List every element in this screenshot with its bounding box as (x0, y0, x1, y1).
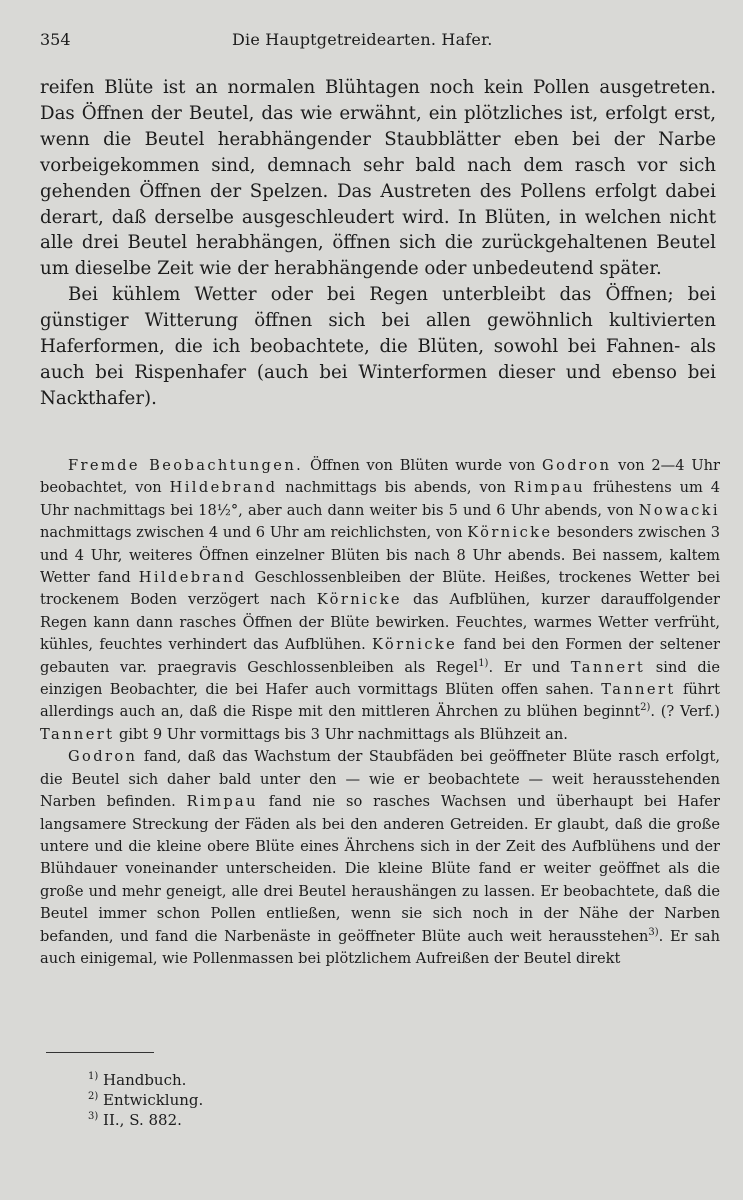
author-name: Körnicke (467, 524, 553, 542)
page-number: 354 (40, 30, 71, 49)
footnote (88, 1070, 203, 1090)
author-name: Tannert (601, 681, 676, 699)
small-print-section (40, 455, 720, 970)
footnotes (88, 1070, 203, 1130)
footnote-mark: 2) (88, 1091, 99, 1102)
footnote-divider (46, 1052, 154, 1053)
footnote (88, 1110, 203, 1130)
section-lead: Fremde Beobachtungen. (68, 457, 304, 474)
paragraph-weather-opening: Bei kühlem Wetter oder bei Regen unterbleibt das Öffnen; bei günstiger Witterung öffnen sich bei allen gewöhnlich kultivierten Haferformen, die ich beobachtete, die Blüten, sowohl bei Fahnen- als auch bei Rispenhafer (auch bei Winterformen dieser und ebenso bei Nackthafer). (40, 284, 716, 409)
footnote-ref-3[interactable]: 3) (648, 926, 659, 938)
author-name: Tannert (570, 658, 646, 676)
main-text (40, 75, 716, 412)
paragraph-foreign-observations: Fremde Beobachtungen. Öffnen von Blüten wurde von Godron von 2—4 Uhr beobachtet, von Hildebrand nachmittags bis abends, von Rimpau frühestens um 4 Uhr nachmittags bei 18½°, aber auch dann weiter bis 5 und 6 Uhr abends, von Nowacki nachmittags zwischen 4 und 6 Uhr am reichlichsten, von Körnicke besonders zwischen 3 und 4 Uhr, weiteres Öffnen einzelner Blüten bis nach 8 Uhr abends. Bei nassem, kaltem Wetter fand Hildebrand Geschlossenbleiben der Blüte. Heißes, trockenes Wetter bei trockenem Boden verzögert nach Körnicke das Aufblühen, kurzer darauffolgender Regen kann dann rasches Öffnen der Blüte bewirken. Feuchtes, warmes Wetter verfrüht, kühles, feuchtes verhindert das Aufblühen. Körnicke fand bei den Formen der seltener gebauten var. praegravis Geschlossenbleiben als Regel$^{1)}$. Er und Tannert sind die einzigen Beobachter, die bei Hafer auch vormittags Blüten offen sahen. Tannert führt allerdings auch an, daß die Rispe mit den mittleren Ährchen zu blühen beginnt$^{2)}$. (? Verf.) Tannert gibt 9 Uhr vormittags bis 3 Uhr nachmittags als Blühzeit an. (40, 457, 721, 743)
author-name: Godron (68, 748, 138, 766)
author-name: Rimpau (186, 793, 258, 811)
author-name: Hildebrand (169, 479, 278, 497)
footnote (88, 1090, 203, 1110)
paragraph-stamen-growth: Godron fand, daß das Wachstum der Staubfäden bei geöffneter Blüte rasch erfolgt, die Beutel sich daher bald unter den — wie er beobachtete — weit herausstehenden Narben befinden. Rimpau fand nie so rasches Wachsen und überhaupt bei Hafer langsamere Streckung der Fäden als bei den anderen Getreiden. Er glaubt, daß die große untere und die kleine obere Blüte eines Ährchens sich in der Zeit des Aufblühens und der Blühdauer voneinander unterscheiden. Die kleine Blüte fand er weiter geöffnet als die große und mehr geneigt, alle drei Beutel heraushängen zu lassen. Er beobachtete, daß die Beutel immer schon Pollen entließen, wenn sie sich noch in der Nähe der Narben befanden, und fand die Narbenäste in geöffneter Blüte auch weit herausstehen$^{3)}$. Er sah auch einigemal, wie Pollenmassen bei plötzlichem Aufreißen der Beutel direkt (40, 748, 720, 967)
author-name: Hildebrand (138, 569, 247, 587)
footnote-text: Handbuch. (103, 1071, 187, 1089)
footnote-ref-2[interactable]: 2) (640, 702, 651, 714)
author-name: Rimpau (513, 479, 586, 497)
page-header (40, 30, 703, 56)
footnote-mark: 1) (88, 1071, 99, 1082)
footnote-ref-1[interactable]: 1) (478, 657, 489, 669)
author-name: Godron (542, 457, 612, 474)
author-name: Körnicke (316, 591, 402, 609)
author-name: Tannert (40, 725, 115, 743)
footnote-mark: 3) (88, 1111, 99, 1122)
author-name: Nowacki (638, 501, 720, 519)
footnote-text: II., S. 882. (103, 1111, 182, 1129)
author-name: Körnicke (372, 636, 458, 654)
footnote-text: Entwicklung. (103, 1091, 204, 1109)
running-head: Die Hauptgetreidearten. Hafer. (232, 30, 493, 49)
paragraph-pollen-release: reifen Blüte ist an normalen Blühtagen noch kein Pollen ausgetreten. Das Öffnen der Beutel, das wie erwähnt, ein plötzliches ist, erfolgt erst, wenn die Beutel herabhängender Staubblätter eben bei der Narbe vorbeigekommen sind, demnach sehr bald nach dem rasch vor sich gehenden Öffnen der Spelzen. Das Austreten des Pollens erfolgt dabei derart, daß derselbe ausgeschleudert wird. In Blüten, in welchen nicht alle drei Beutel herabhängen, öffnen sich die zurückgehaltenen Beutel um dieselbe Zeit wie der herabhängende oder unbedeutend später. (40, 77, 716, 280)
